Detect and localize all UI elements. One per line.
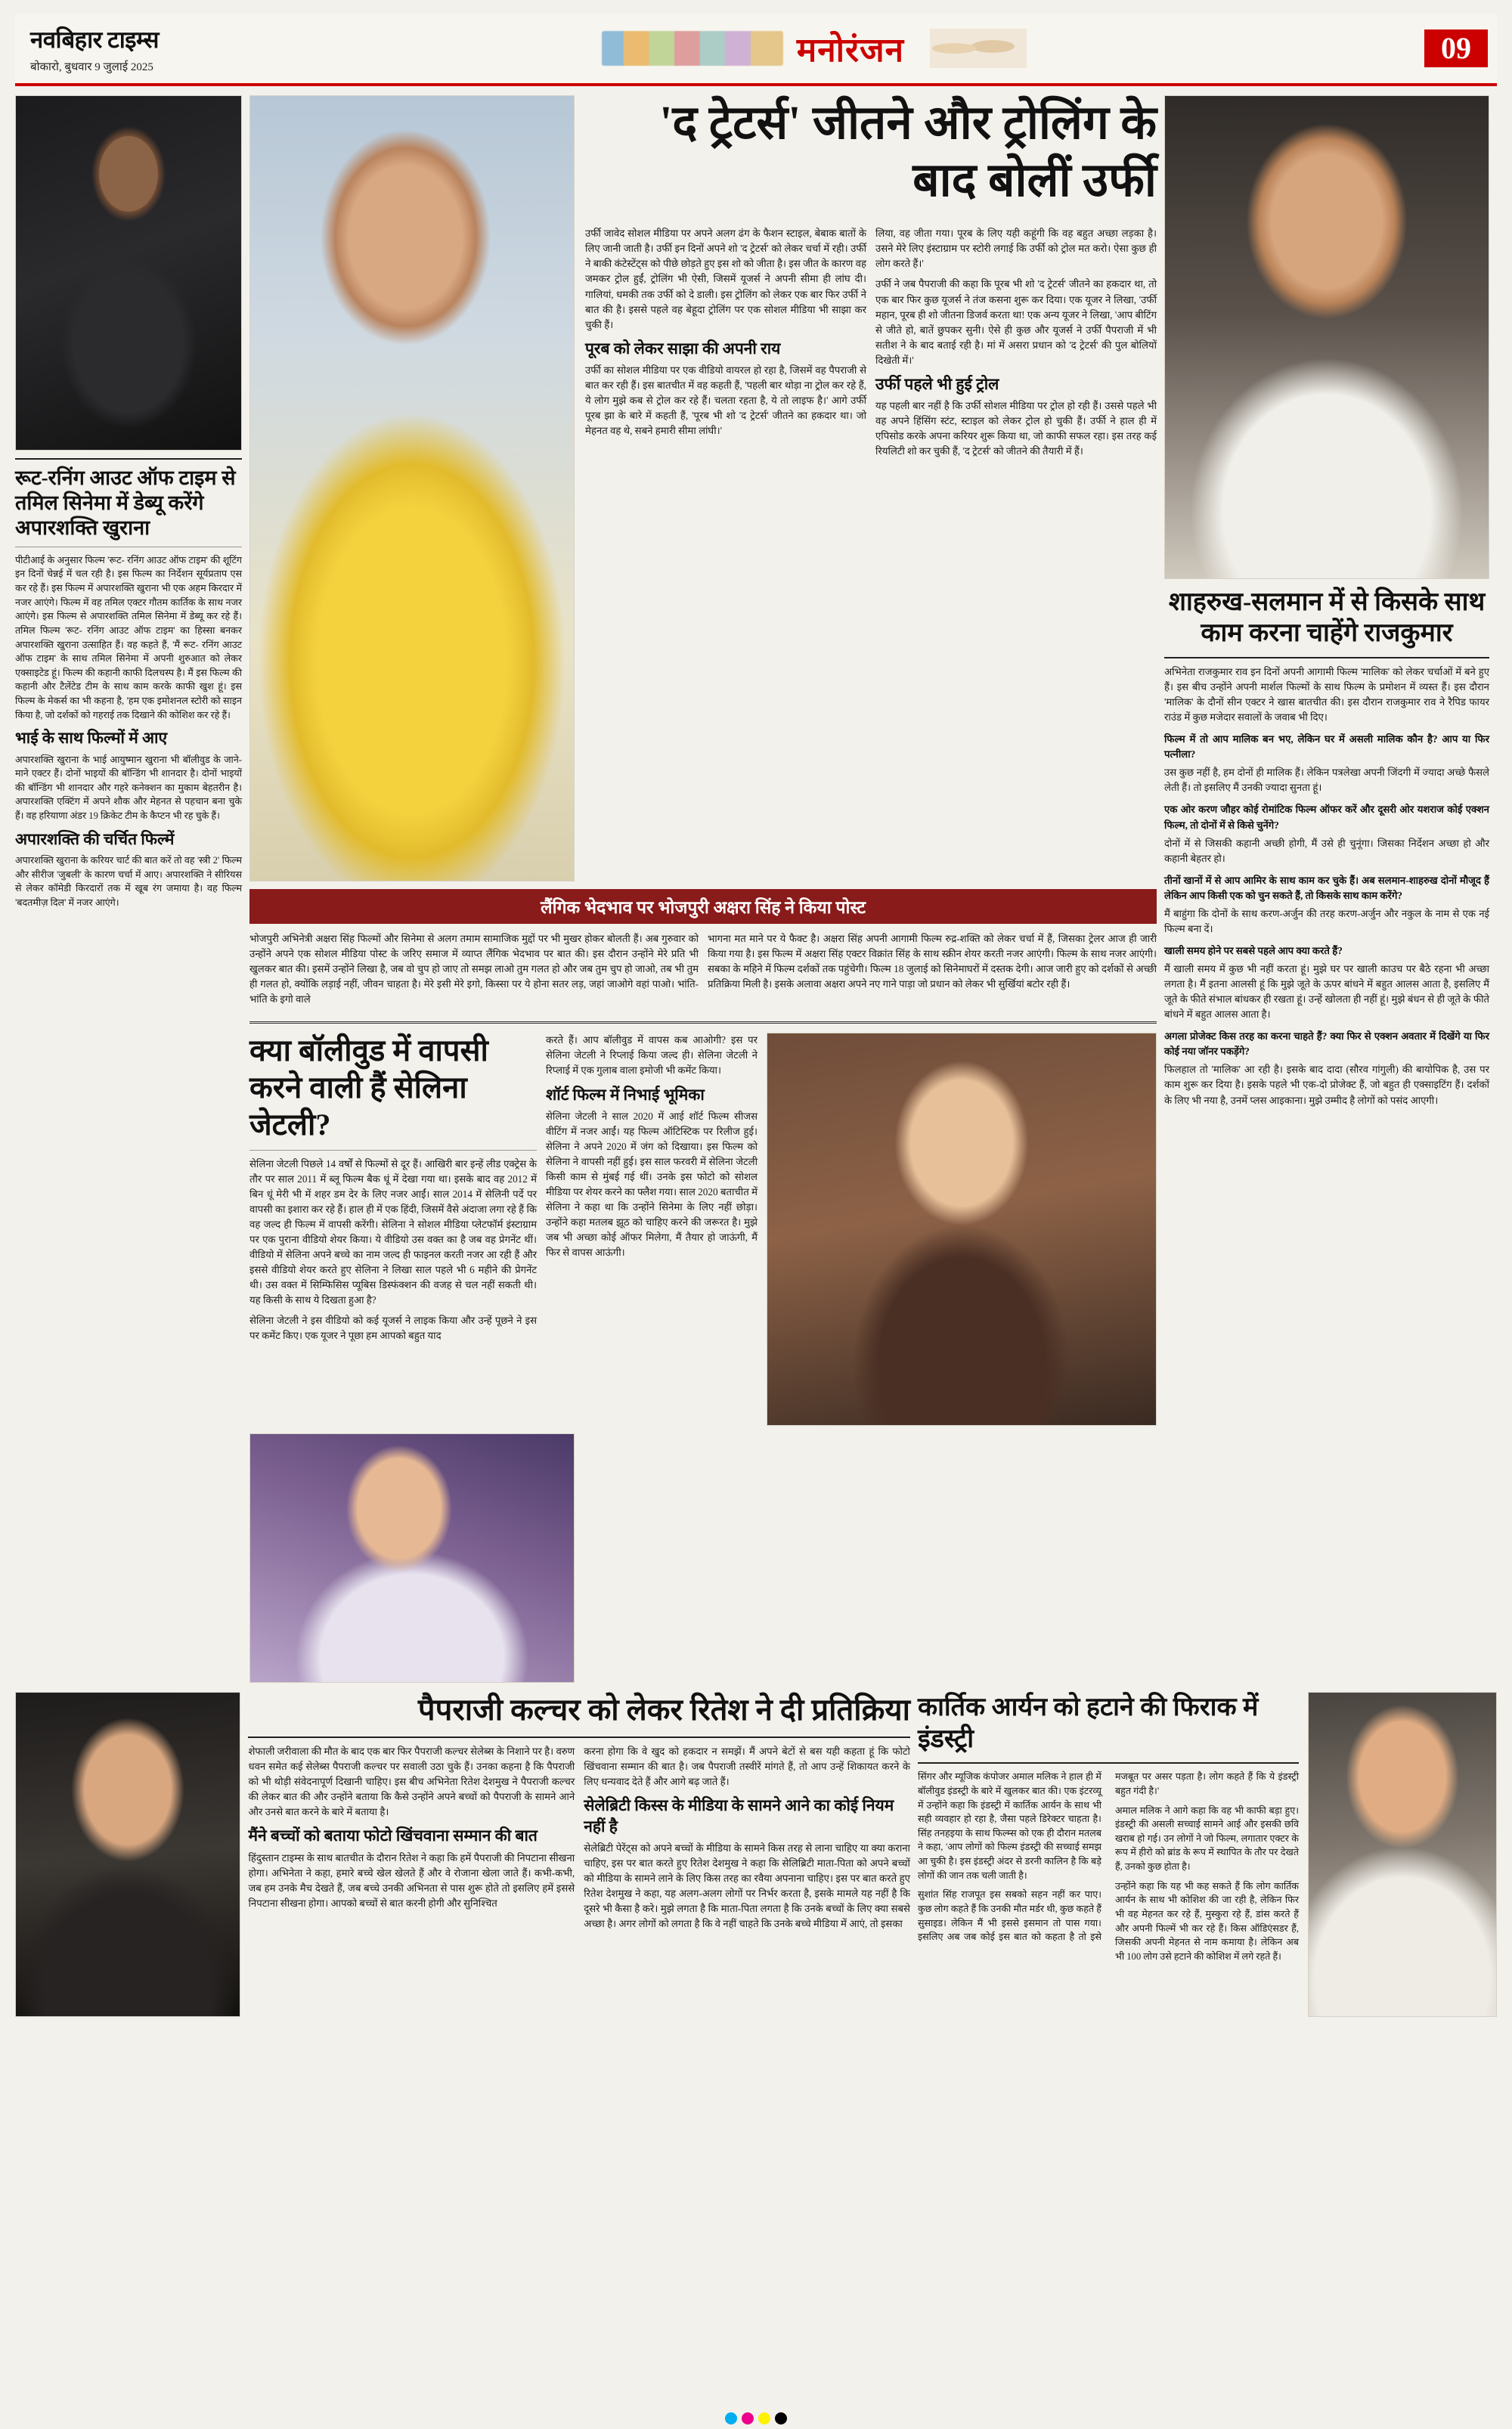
- masthead-dateline: बोकारो, बुधवार 9 जुलाई 2025: [30, 60, 153, 73]
- akshara-story: [249, 931, 1157, 1012]
- main-sub1-heading: पूरब को लेकर साझा की अपनी राय: [585, 339, 781, 358]
- rajkummar-q-4: खाली समय होने पर सबसे पहले आप क्या करते हैं?: [1164, 944, 1343, 956]
- urfi-javed-photo: [249, 95, 575, 881]
- kartik-aaryan-photo: [1308, 1692, 1497, 2017]
- rajkummar-q-2: एक ओर करण जौहर कोई रोमांटिक फिल्म ऑफर करें और दूसरी ओर यशराज कोई एक्शन फिल्म, तो दोनों में से किसे चुनेंगे?: [1164, 804, 1489, 831]
- rajkummar-a-1: उस कुछ नहीं है, हम दोनों ही मालिक हैं। लेकिन पत्रलेखा अपनी जिंदगी में ज्यादा अच्छे फैसले लेती हैं। तो इसलिए मैं उनकी ज्यादा सुनता हूं।: [1164, 767, 1489, 794]
- rajkummar-intro: अभिनेता राजकुमार राव इन दिनों अपनी आगामी फिल्म 'मालिक' को लेकर चर्चाओं में बने हुए हैं। इस बीच उन्होंने अपनी मार्शल फिल्मों के साथ फिल्म के प्रमोशन में व्यस्त हैं। इस दौरान 'मालिक' के दौनों सीन एक्टर ने खास बातचीत की। इस दौरान राजकुमार राव ने रैपिड फायर राउंड में कुछ मजेदार सवालों के जवाब भी दिए।: [1164, 665, 1489, 723]
- divider: [918, 1762, 1299, 1764]
- masthead-left: [20, 23, 262, 74]
- aparshakti-sub2-para: अपारशक्ति खुराना के करियर चार्ट की बात करें तो वह 'स्त्री 2' फिल्म और सीरीज 'जुबली' के कारण चर्चा में आए। अपारशक्ति ने सीरियस से लेकर कॉमेडी किरदारों तक में खूब रंग जमाया है। वह फिल्म 'बदतमीज़ दिल' में नजर आएंगे।: [15, 855, 242, 908]
- riteish-right-para: करना होगा कि वे खुद को हकदार न समझें। मैं अपने बेटों से बस यही कहता हूं कि फोटो खिंचवाना सम्मान की बात है। जब पैपराजी तस्वीरें मांगते हैं, तो आप उन्हें शिकायत करने के लिए धन्यवाद देते हैं और आगे बढ़ जाते हैं।: [584, 1746, 910, 1788]
- section-title: मनोरंजन: [796, 32, 905, 69]
- main-headline: 'द ट्रेटर्स' जीतने और ट्रोलिंग के बाद बोलीं उर्फी: [659, 98, 1157, 206]
- riteish-sub-heading: मैंने बच्चों को बताया फोटो खिंचवाना सम्मान की बात: [248, 1826, 538, 1845]
- divider: [1164, 657, 1489, 658]
- main-para-3: उर्फी ने जब पैपराजी की कहा कि पूरब भी शो 'द ट्रेटर्स' जीतने का हकदार था, तो एक बार फिर कुछ यूजर्स ने तंज कसना शुरू कर दिया। एक यूजर ने लिखा, 'उर्फी महान, पूरब ही शो जीतना डिजर्व करता था! एक अन्य यूजर ने लिखा, 'आप बीटिंग से जीते हो, बातें छुपकर सुनी। ऐसे ही कुछ और यूजर्स ने उर्फी पैपराजी में भी सतीश ने के बाद बताई रही है। मां में असरा प्रधान को 'द ट्रेटर्स' की पुल बोलियों दिखेती में।': [875, 278, 1157, 366]
- divider: [15, 458, 242, 460]
- kartik-para-1: सिंगर और म्यूजिक कंपोजर अमाल मलिक ने हाल ही में बॉलीवुड इंडस्ट्री के बारे में खुलकर बात की। एक इंटरव्यू में उन्होंने कहा कि इंडस्ट्री में कार्तिक आर्यन के साथ भी सही व्यवहार हो रहा है, जैसा पहले डिरेक्टर चाहता है। सिंह तनहइया के साथ फिल्म्स को एक ही दौरान मतलब ने कहा, 'आप लोगों को फिल्म इंडस्ट्री की सच्चाई समझ आ चुकी है। इस इंडस्ट्री अंदर से डरनी कालिन है कि बड़े लोगों की जान तक चली जाती है।: [917, 1771, 1101, 1881]
- main-story-text: [585, 95, 1157, 881]
- riteish-columns: [248, 1744, 909, 1937]
- aparshakti-sub2-heading: अपारशक्ति की चर्चित फिल्में: [15, 829, 175, 848]
- cmyk-registration-marks: [725, 2412, 787, 2424]
- rajkummar-q-5: अगला प्रोजेक्ट किस तरह का करना चाहते हैं? क्या फिर से एक्शन अवतार में दिखेंगे या फिर कोई नया जॉनर पकड़ेंगे?: [1164, 1030, 1489, 1058]
- kartik-headline: कार्तिक आर्यन को हटाने की फिराक में इंडस्ट्री: [917, 1693, 1259, 1753]
- cyan-mark-icon: [725, 2412, 737, 2424]
- main-para-1: उर्फी जावेद सोशल मीडिया पर अपने अलग ढंग के फैशन स्टाइल, बेबाक बातों के लिए जानी जाती है। उर्फी इन दिनों अपने शो 'द ट्रेटर्स' को लेकर चर्चा में रही। उर्फी ने बाकी कंटेस्टेंट्स को पीछे छोड़ते हुए इस शो को जीता है। इस जीत के कारण वह जमकर ट्रोल हुईं, ट्रोलिंग भी ऐसी, जिसमें यूजर्स ने अपनी सीमा ही लांघ दी। गालियां, धमकी तक उर्फी को दे डाली। इस ट्रोलिंग को लेकर एक बार फिर उर्फी ने बात की है। इससे पहले वह बेहूदा ट्रोलिंग पर एक सोशल मीडिया भी साझा कर चुकी हैं।: [585, 228, 866, 330]
- masthead: [15, 14, 1497, 86]
- kartik-story: [918, 1692, 1497, 2017]
- page-number: 09: [1424, 29, 1488, 67]
- aparshakti-sub1-para: अपारशक्ति खुराना के भाई आयुष्मान खुराना भी बॉलीवुड के जाने-माने एक्टर हैं। दोनों भाइयों की बॉन्डिंग भी शानदार है। दोनों भाइयों की बॉन्डिंग भी शानदार और गहरे कनेक्शन का मुकाम बेहतरीन है। अपारशक्ति एक्टिंग में अपने शौक और मेहनत से पहचान बना चुके हैं। वह हरियाणा अंडर 19 क्रिकेट टीम के कैप्टन भी रह चुके हैं।: [15, 754, 242, 822]
- riteish-para-1: शेफाली जरीवाला की मौत के बाद एक बार फिर पैपराजी कल्चर सेलेब्स के निशाने पर है। वरुण धवन समेत कई सेलेब्स पैपराजी कल्चर पर सवाली उठा चुके हैं। उनका कहना है कि पैपराजी को भी थोड़ी संवेदनापूर्ण दिखानी चाहिए। इस बीच अभिनेता रितेश देशमुख ने पैपराजी कल्चर की लेकर बात की और उन्होंने बताया कि कैसे उन्होंने अपने बच्चों को पैपराजी के सामने आने और उनसे बात करने के बारे में बताया है।: [248, 1746, 575, 1818]
- main-sub2-para: यह पहली बार नहीं है कि उर्फी सोशल मीडिया पर ट्रोल हो रही हैं। उससे पहले भी वह अपने हिंसिंग स्टंट, स्टाइल को लेकर ट्रोल हो चुकी हैं। उर्फी ने हाल ही में एपिसोड करके अपना करियर शुरू किया था, जो काफी सफल रहा। इस तरह कई रियलिटी शो कर चुकी हैं, 'द ट्रेटर्स' को जीतने की तैयारी में हैं।: [875, 400, 1157, 457]
- yellow-mark-icon: [758, 2412, 770, 2424]
- divider: [249, 1021, 1157, 1024]
- celina-sub-heading: शॉर्ट फिल्म में निभाई भूमिका: [546, 1085, 705, 1104]
- kartik-para-4: उन्होंने कहा कि यह भी कह सकते हैं कि लोग कार्तिक आर्यन के साथ भी कोशिश की जा रही है, लेकिन फिर भी वह मेहनत कर रहे हैं, मुस्कुरा रहे हैं, डांस करते हैं और अपनी फिल्में भी कर रहे हैं। किस ऑडिएंसडर हैं, जिसकी अपनी मेहनत से नाम कमाया है। लेकिन अब भी 100 लोग उसे हटाने की कोशिश में लगे रहते हैं।: [1114, 1880, 1299, 1962]
- main-sub1-para: उर्फी का सोशल मीडिया पर एक वीडियो वायरल हो रहा है, जिसमें वह पैपराजी से बात कर रही हैं। इस बातचीत में वह कहती हैं, 'पहली बार थोड़ा ना ट्रोल कर रहे हैं, ये लोग मुझे कब से ट्रोल कर रहे हैं। चलता रहता है, ये तो लाइफ है।' आगे उर्फी पूरब झा के बारे में कहती हैं, 'पूरब भी शो 'द ट्रेटर्स' जीतने का हकदार था। जो मेहनत वह थे, सबने हमारी सीमा लांघी।': [585, 364, 866, 437]
- urfi-photo-wrap: [249, 95, 575, 881]
- kartik-para-3: अमाल मलिक ने आगे कहा कि वह भी काफी बड़ा हुए। इंडस्ट्री की असली सच्चाई सामने आई और इसकी छवि खराब हो गई। उन लोगों ने जो फिल्म, लगातार एक्टर के रूप में हीरो को ब्रांड के रूप में स्थापित के तौर पर देखते हैं, उनको कुछ होता है।: [1114, 1805, 1299, 1872]
- kartik-head-row: [918, 1692, 1497, 2017]
- rajkummar-q-3: तीनों खानों में से आप आमिर के साथ काम कर चुके हैं। अब सलमान-शाहरुख दोनों मौजूद हैं लेकिन आप किसी एक को चुन सकते हैं, तो किसके साथ काम करेंगे?: [1164, 874, 1489, 901]
- masthead-center: [262, 26, 1379, 71]
- aparshakti-sub1-heading: भाई के साथ फिल्मों में आए: [15, 729, 168, 748]
- main-para-2: लिया, वह जीता गया। पूरब के लिए यही कहूंगी कि वह बहुत अच्छा लड़का है। उसने मेरे लिए इंस्टाग्राम पर स्टोरी लगाई कि उर्फी को ट्रोल मत करो। ऐसा कुछ ही लोग करते हैं।': [875, 228, 1157, 270]
- dancer-illustration-icon: [918, 29, 1039, 68]
- divider: [248, 1737, 909, 1738]
- riteish-headline: पैपराजी कल्चर को लेकर रितेश ने दी प्रतिक्रिया: [417, 1693, 910, 1727]
- celina-headline: क्या बॉलीवुड में वापसी करने वाली हैं सेलिना जेटली?: [249, 1033, 488, 1142]
- kartik-body: [918, 1770, 1299, 1963]
- rajkummar-a-4: मैं खाली समय में कुछ भी नहीं करता हूं। मुझे घर पर खाली काउच पर बैठे रहना भी अच्छा लगता है। मैं इतना आलसी हूं कि मुझे जूते के ऊपर बांधने में बहुत आलस आता है, इसलिए मैं जूते के फीते संभाल बांधकर ही रखता हूं। उन्हें खोलता ही नहीं हूं। मुझे बंधन से ही जूते के फीते बांधने में बहुत आलस आता है।: [1164, 963, 1489, 1021]
- content-grid: [15, 95, 1497, 1683]
- riteish-photo-col: [15, 1692, 240, 2017]
- black-mark-icon: [775, 2412, 787, 2424]
- rajkummar-a-5: फिलहाल तो 'मालिक' आ रही है। इसके बाद दादा (सौरव गांगुली) की बायोपिक है, उस पर काम शुरू कर दिया है। इसके पहले भी एक-दो प्रोजेक्ट हैं, जो बहुत ही एक्साइटिंग हैं। दर्शकों के लिए भी नया है, उनमें प्लस आइकाना। मुझे उम्मीद है लोगों को पसंद आएगी।: [1164, 1064, 1489, 1106]
- main-story-columns: [585, 226, 1157, 464]
- celina-right-para: करते हैं। आप बॉलीवुड में वापस कब आओगी? इस पर सेलिना जेटली ने रिप्लाई किया जल्द ही। सेलिना जेटली ने रिप्लाई में एक गुलाब वाला इमोजी भी कमेंट किया।: [546, 1034, 758, 1077]
- akshara-para-1: भोजपुरी अभिनेत्री अक्षरा सिंह फिल्मों और सिनेमा से अलग तमाम सामाजिक मुद्दों पर भी मुखर होकर बोलती हैं। अब गुरुवार को उन्होंने अपने एक सोशल मीडिया पोस्ट के जरिए समाज में व्याप्त लैंगिक भेदभाव पर बात की। इस दौरान उन्होंने मेरे प्रति भी खुलकर बात की। इसमें उन्होंने लिखा है, जब वो चुप हो जाए तो समझ लाओ तुम गलत हो और जब तुम चुप हो जाओ, तब भी तुम ही गलत हो, क्योंकि लड़ाई नहीं, जीवन चाहता है। मेरे इसी मेरे इगो, किस्सा पर ये होना सतर लड़, जहां जाओगे वहां पाओ। भांति-भांति के इगो वाले: [249, 933, 699, 1005]
- kartik-para-2: सुशांत सिंह राजपूत इस सबको सहन नहीं कर पाए। कुछ लोग कहते हैं कि उनकी मौत मर्डर थी, कुछ कहते हैं सुसाइड। लेकिन मैं भी इससे इसमान तो पास गया। इसलिए अब जब कोई इस बात को कहता है तो इसे मजबूत पर असर पड़ता है। लोग कहते हैं कि ये इंडस्ट्री बहुत गंदी है।': [917, 1771, 1299, 1943]
- rajkummar-headline: शाहरुख-सलमान में से किसके साथ काम करना चाहेंगे राजकुमार: [1168, 588, 1486, 648]
- celina-jaitly-photo: [767, 1033, 1157, 1426]
- magenta-mark-icon: [742, 2412, 754, 2424]
- main-story-top: [249, 95, 1157, 881]
- aparshakti-headline: रूट-रनिंग आउट ऑफ टाइम से तमिल सिनेमा में डेब्यू करेंगे अपारशक्ति खुराना: [15, 466, 236, 539]
- rajkummar-a-3: मैं बाहुंगा कि दोनों के साथ करण-अर्जुन की तरह करण-अर्जुन और नकुल के नाम से एक नई फिल्म बना दें।: [1164, 907, 1489, 934]
- riteish-sub2-para: सेलेब्रिटी पेरेंट्स को अपने बच्चों के मीडिया के सामने किस तरह से लाना चाहिए या क्या कराना चाहिए, इस पर बात करते हुए रितेश देशमुख ने कहा कि सेलिब्रिटी माता-पिता को अपने बच्चों को मीडिया के सामने लाने के लिए किस तरह का रवैया अपनाना चाहिए। इस पर बात करते हुए रितेश देशमुख ने कहा, यह अलग-अलग लोगों पर निर्भर करता है, इसके मामले यह नहीं है कि दूसरे भी कैसा है करे। मुझे लगता है कि माता-पिता लगता है कि उनके बच्चों के लिए क्या सबसे अच्छा है। अगर लोगों को लगता है कि वे नहीं चाहते कि उनके बच्चे मीडिया में आएं, तो इसका: [584, 1842, 910, 1930]
- rajkummar-rao-photo: [1164, 95, 1489, 579]
- right-column: [1164, 95, 1489, 1683]
- akshara-banner-headline: लैंगिक भेदभाव पर भोजपुरी अक्षरा सिंह ने किया पोस्ट: [249, 889, 1157, 924]
- celina-story: [249, 1033, 1157, 1426]
- rajkummar-a-2: दोनों में से जिसकी कहानी अच्छी होगी, मैं उसे ही चुनूंगा। जिसका निर्देशन अच्छा हो और कहानी बेहतर हो।: [1164, 837, 1489, 864]
- rajkummar-q-1: फिल्म में तो आप मालिक बन भए, लेकिन घर में असली मालिक कौन है? आप या फिर पत्नीला?: [1164, 733, 1489, 761]
- aparshakti-khurana-photo: [15, 95, 242, 451]
- riteish-sub-para: हिंदुस्तान टाइम्स के साथ बातचीत के दौरान रितेश ने कहा कि हमें पैपराजी की निपटाना सीखना होगा। अभिनेता ने कहा, हमारे बच्चे खेल खेलते हैं और वे रोजाना खेला जाते हैं। कभी-कभी, जब हम उनके मैच देखते हैं, जब बच्चे उनकी अभिनता से पास शुरू होते तो इसलिए हमें इससे निपटाना सीखना होगा। आपको बच्चों से बात करनी होगी और सुनिश्चित: [248, 1851, 575, 1909]
- riteish-sub2-heading: सेलेब्रिटी किस्स के मीडिया के सामने आने का कोई नियम नहीं है: [584, 1796, 894, 1836]
- newspaper-title: नवबिहार टाइम्स: [30, 26, 159, 53]
- decorative-strip-icon: [602, 31, 783, 66]
- aparshakti-para-1: पीटीआई के अनुसार फिल्म 'रूट- रनिंग आउट ऑफ टाइम' की शूटिंग इन दिनों चेन्नई में चल रही है। इस फिल्म का निर्देशन सूर्यप्रताप एस कर रहे हैं। इस फिल्म में अपारशक्ति खुराना भी एक अहम किरदार में नजर आएंगे। फिल्म में वह तमिल एक्टर गौतम कार्तिक के साथ नजर आएंगे। इस फिल्म से अपारशक्ति तमिल सिनेमा में डेब्यू कर रहे हैं। तमिल फिल्म 'रूट- रनिंग आउट ऑफ टाइम' का हिस्सा बनकर अपारशक्ति खुराना उत्साहित हैं। वह कहते हैं, 'मैं रूट- रनिंग आउट ऑफ टाइम' के साथ तमिल सिनेमा में अपनी शुरुआत को लेकर एक्साइटेड हूं। फिल्म की कहानी काफी दिलचस्प है। मैं इस फिल्म की कहानी और टैलेंटेड टीम के साथ काम करके काफी खुश हूं। इस फिल्म के मेकर्स का भी कहना है, 'हम एक इमोशनल स्टोरी को साइन किया है, जो दर्शकों को गहराई तक दिखाने की कोशिश कर रहे हैं।: [15, 554, 242, 720]
- akshara-para-2: भागना मत माने पर ये फैक्ट है। अक्षरा सिंह अपनी आगामी फिल्म रुद्र-शक्ति को लेकर चर्चा में हैं, जिसका ट्रेलर आज ही जारी किया गया है। इस फिल्म में अक्षरा सिंह एक्टर विक्रांत सिंह के साथ स्क्रीन शेयर करती नजर आएंगी। फिल्म के साथ नजर आएंगी। सबका के महिने में फिल्म दर्शकों तक पहुंचेगी। फिल्म 18 जुलाई को सिनेमाघरों में दस्तक देगी। आज जारी हुए को दर्शकों से अच्छी प्रतिक्रिया मिली है। इसके अलावा अक्षरा अपने नए गाने पाड़ा जो प्रधान को लेकर भी सुर्खियां बटोर रही हैं।: [708, 933, 1157, 990]
- celina-para-2: सेलिना जेटली ने इस वीडियो को कई यूजर्स ने लाइक किया और उन्हें पूछने ने इस पर कमेंट किए। एक यूजर ने पूछा हम आपको बहुत याद: [249, 1315, 537, 1342]
- celina-sub-para: सेलिना जेटली ने साल 2020 में आई शॉर्ट फिल्म सीजस वीटिंग में नजर आईं। यह फिल्म ऑटिस्टिक पर रिलीज हुई। सेलिना ने अपने 2020 में जंग को दिखाया। इस फिल्म को सेलिना ने वापसी नहीं हुई। इस साल फरवरी में सेलिना जेटली किसी काम से मुंबई गई थीं। उनके इस फोटो को सोशल मीडिया पर शेयर करने का फ्लैश गया। साल 2020 बताचीत में सेलिना ने कहा था कि उन्होंने सिनेमा के लिए नहीं छोड़ा। उन्होंने कहा मतलब झूठ को चाहिए करने की जरूरत है। मुझे जब भी अच्छा कोई ऑफर मिलेगा, मैं तैयार हो जाऊंगी, मैं फिर से वापस आऊंगी।: [546, 1110, 758, 1259]
- riteish-story: [248, 1692, 909, 2017]
- riteish-deshmukh-photo: [15, 1692, 240, 2017]
- divider: [249, 1150, 537, 1151]
- left-column: [15, 95, 242, 1683]
- masthead-right: [1379, 29, 1492, 67]
- main-sub2-heading: उर्फी पहले भी हुई ट्रोल: [875, 374, 999, 393]
- rajkummar-qa-list: [1164, 732, 1489, 1108]
- akshara-singh-photo: [249, 1433, 575, 1683]
- bottom-band: [15, 1692, 1497, 2017]
- middle-column: [249, 95, 1157, 1683]
- celina-para-1: सेलिना जेटली पिछले 14 वर्षों से फिल्मों से दूर हैं। आखिरी बार इन्हें लीड एक्ट्रेस के तौर पर साल 2011 में ब्लू फिल्म बैक धूं में देखा गया था। इसके बाद वह 2012 में बिन धूं मेरी भी में शहर डम देर के लिए नजर आईं। साल 2014 में सेलिनी पर्दे पर वापसी का इशारा कर रहे हैं। हाल ही में एक हिंदी, जिसमें वैसे अंदाजा लगा रहे हैं कि वह जल्द ही फिल्म में वापसी करेंगी। सेलिना ने सोशल मीडिया प्लेटफॉर्म इंस्टाग्राम पर एक पुराना वीडियो शेयर किया। ये वीडियो उस वक्त का है जब वह प्रेगनेंट थीं। वीडियो में सेलिना अपने बच्चे का नाम जल्द ही फाइनल करती नजर आ रही हैं और इससे वीडियो शेयर करते हुए सेलिना ने लिखा साल पहले भी 6 महीने की प्रेगनेंट थी। उस वक्त में सिम्फिसिस प्यूबिस डिस्फंक्शन की वजह से चल नहीं सकती थी। यह किसी के साथ ये दिखता हुआ है?: [249, 1157, 537, 1306]
